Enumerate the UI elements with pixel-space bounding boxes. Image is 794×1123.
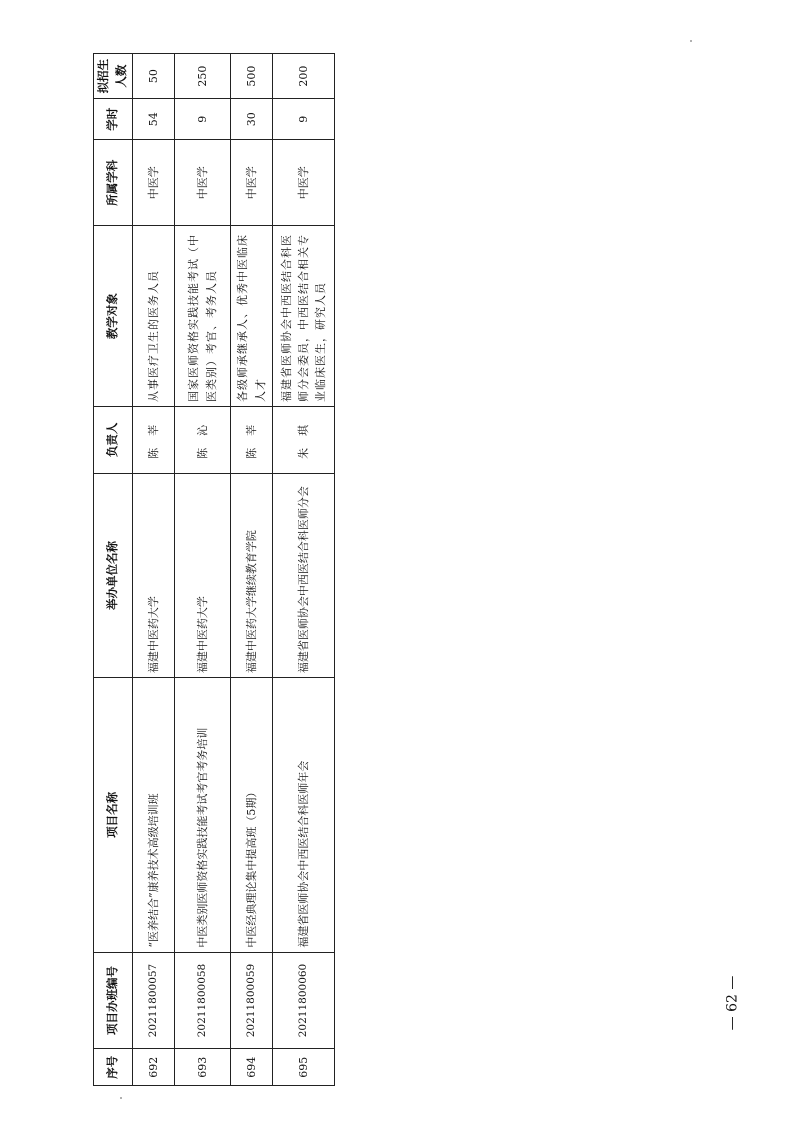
cell-name: 中医经典理论集中提高班（5期） bbox=[231, 678, 273, 952]
cell-unit: 福建中医药大学 bbox=[133, 473, 175, 677]
header-unit: 举办单位名称 bbox=[94, 473, 133, 677]
header-lead: 负责人 bbox=[94, 407, 133, 474]
cell-code: 20211800057 bbox=[133, 952, 175, 1049]
header-enroll: 拟招生人数 bbox=[94, 54, 133, 99]
cell-enroll: 500 bbox=[231, 54, 273, 99]
cell-lead: 陈沁 bbox=[175, 407, 231, 474]
cell-audience: 国家医师资格实践技能考试（中医类别）考官、考务人员 bbox=[175, 226, 231, 407]
cell-lead: 陈莘 bbox=[133, 407, 175, 474]
cell-enroll: 200 bbox=[273, 54, 335, 99]
rotated-table-wrapper bbox=[93, 53, 331, 1086]
cell-subject: 中医学 bbox=[133, 140, 175, 226]
cell-enroll: 250 bbox=[175, 54, 231, 99]
cell-subject: 中医学 bbox=[273, 140, 335, 226]
cell-hours: 30 bbox=[231, 99, 273, 140]
header-name: 项目名称 bbox=[94, 678, 133, 952]
header-subject: 所属学科 bbox=[94, 140, 133, 226]
header-audience: 教学对象 bbox=[94, 226, 133, 407]
cell-hours: 9 bbox=[175, 99, 231, 140]
table-row bbox=[175, 54, 231, 1086]
cell-enroll: 50 bbox=[133, 54, 175, 99]
cell-unit: 福建省医师协会中西医结合科医师分会 bbox=[273, 473, 335, 677]
table-header-row bbox=[94, 54, 133, 1086]
cell-unit: 福建中医药大学继续教育学院 bbox=[231, 473, 273, 677]
cell-seq: 692 bbox=[133, 1049, 175, 1086]
table-row bbox=[273, 54, 335, 1086]
cell-audience: 各级师承继承人、优秀中医临床人才 bbox=[231, 226, 273, 407]
cell-lead: 陈莘 bbox=[231, 407, 273, 474]
cell-seq: 693 bbox=[175, 1049, 231, 1086]
course-table bbox=[93, 53, 335, 1086]
cell-audience: 从事医疗卫生的医务人员 bbox=[133, 226, 175, 407]
cell-hours: 9 bbox=[273, 99, 335, 140]
cell-audience: 福建省医师协会中西医结合科医师分会委员，中西医结合相关专业临床医生，研究人员 bbox=[273, 226, 335, 407]
cell-subject: 中医学 bbox=[231, 140, 273, 226]
cell-unit: 福建中医药大学 bbox=[175, 473, 231, 677]
cell-subject: 中医学 bbox=[175, 140, 231, 226]
page-number: — 62 — bbox=[724, 975, 741, 1031]
cell-name: 福建省医师协会中西医结合科医师年会 bbox=[273, 678, 335, 952]
scan-speck bbox=[690, 40, 692, 42]
cell-seq: 695 bbox=[273, 1049, 335, 1086]
cell-code: 20211800059 bbox=[231, 952, 273, 1049]
scan-speck bbox=[120, 1097, 122, 1099]
table-row bbox=[133, 54, 175, 1086]
cell-name: “医养结合”康养技术高级培训班 bbox=[133, 678, 175, 952]
cell-lead: 朱琪 bbox=[273, 407, 335, 474]
cell-name: 中医类别医师资格实践技能考试考官考务培训 bbox=[175, 678, 231, 952]
header-seq: 序号 bbox=[94, 1049, 133, 1086]
header-code: 项目办班编号 bbox=[94, 952, 133, 1049]
cell-seq: 694 bbox=[231, 1049, 273, 1086]
cell-code: 20211800058 bbox=[175, 952, 231, 1049]
table-row bbox=[231, 54, 273, 1086]
cell-hours: 54 bbox=[133, 99, 175, 140]
cell-code: 20211800060 bbox=[273, 952, 335, 1049]
header-hours: 学时 bbox=[94, 99, 133, 140]
